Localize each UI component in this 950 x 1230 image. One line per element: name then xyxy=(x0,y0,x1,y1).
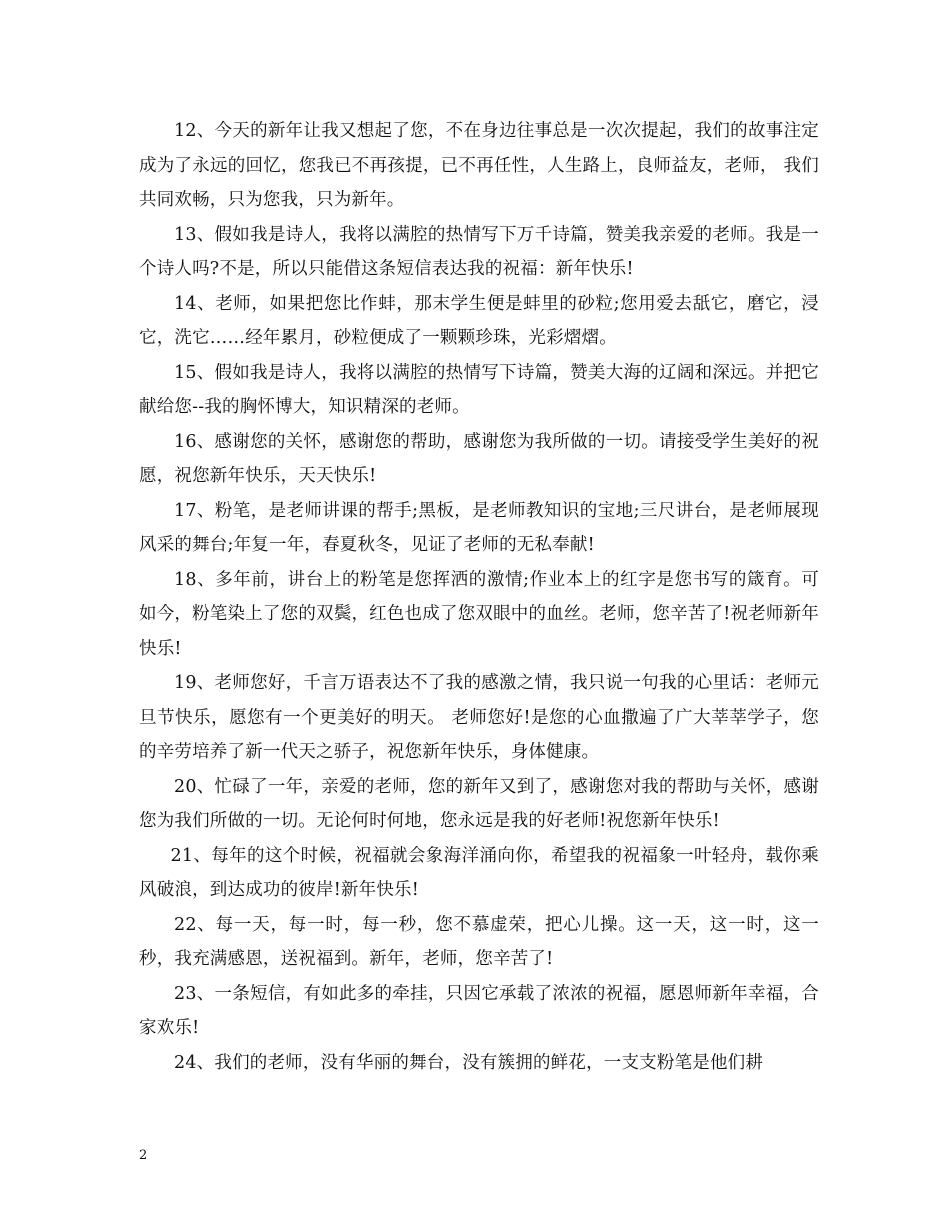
document-body xyxy=(139,114,819,1080)
paragraph-19: 19、老师您好，千言万语表达不了我的感激之情，我只说一句我的心里话：老师元旦节快乐，愿您有一个更美好的明天。 老师您好!是您的心血撒遍了广大莘莘学子，您的辛劳培养了新一代天之骄子，祝您新年快乐，身体健康。 xyxy=(139,673,819,762)
paragraph-17: 17、粉笔，是老师讲课的帮手;黑板，是老师教知识的宝地;三尺讲台，是老师展现风采的舞台;年复一年，春夏秋冬，见证了老师的无私奉献! xyxy=(139,500,819,555)
paragraph-22: 22、每一天，每一时，每一秒，您不慕虚荣，把心儿操。这一天，这一时，这一秒，我充满感恩，送祝福到。新年，老师，您辛苦了! xyxy=(139,914,819,969)
paragraph-21: 21、每年的这个时候，祝福就会象海洋涌向你，希望我的祝福象一叶轻舟，载你乘风破浪，到达成功的彼岸!新年快乐! xyxy=(139,845,819,900)
paragraph-23: 23、一条短信，有如此多的牵挂，只因它承载了浓浓的祝福，愿恩师新年幸福，合家欢乐! xyxy=(139,983,819,1038)
paragraph-16: 16、感谢您的关怀，感谢您的帮助，感谢您为我所做的一切。请接受学生美好的祝愿，祝您新年快乐，天天快乐! xyxy=(139,431,819,486)
paragraph-13: 13、假如我是诗人，我将以满腔的热情写下万千诗篇，赞美我亲爱的老师。我是一个诗人吗?不是，所以只能借这条短信表达我的祝福：新年快乐! xyxy=(139,224,819,279)
paragraph-12: 12、今天的新年让我又想起了您，不在身边往事总是一次次提起，我们的故事注定成为了永远的回忆，您我已不再孩提，已不再任性，人生路上，良师益友，老师， 我们共同欢畅，只为您我，只为新年。 xyxy=(139,121,819,210)
paragraph-15: 15、假如我是诗人，我将以满腔的热情写下诗篇，赞美大海的辽阔和深远。并把它献给您--我的胸怀博大，知识精深的老师。 xyxy=(139,362,819,417)
paragraph-14: 14、老师，如果把您比作蚌，那末学生便是蚌里的砂粒;您用爱去舐它，磨它，浸它，洗它……经年累月，砂粒便成了一颗颗珍珠，光彩熠熠。 xyxy=(139,293,819,348)
paragraph-24: 24、我们的老师，没有华丽的舞台，没有簇拥的鲜花，一支支粉笔是他们耕 xyxy=(174,1052,764,1073)
paragraph-20: 20、忙碌了一年，亲爱的老师，您的新年又到了，感谢您对我的帮助与关怀，感谢您为我们所做的一切。无论何时何地，您永远是我的好老师!祝您新年快乐! xyxy=(139,776,819,831)
page-number: 2 xyxy=(139,1148,148,1163)
paragraph-18: 18、多年前，讲台上的粉笔是您挥洒的激情;作业本上的红字是您书写的箴育。可如今，粉笔染上了您的双鬓，红色也成了您双眼中的血丝。老师，您辛苦了!祝老师新年快乐! xyxy=(139,569,819,659)
